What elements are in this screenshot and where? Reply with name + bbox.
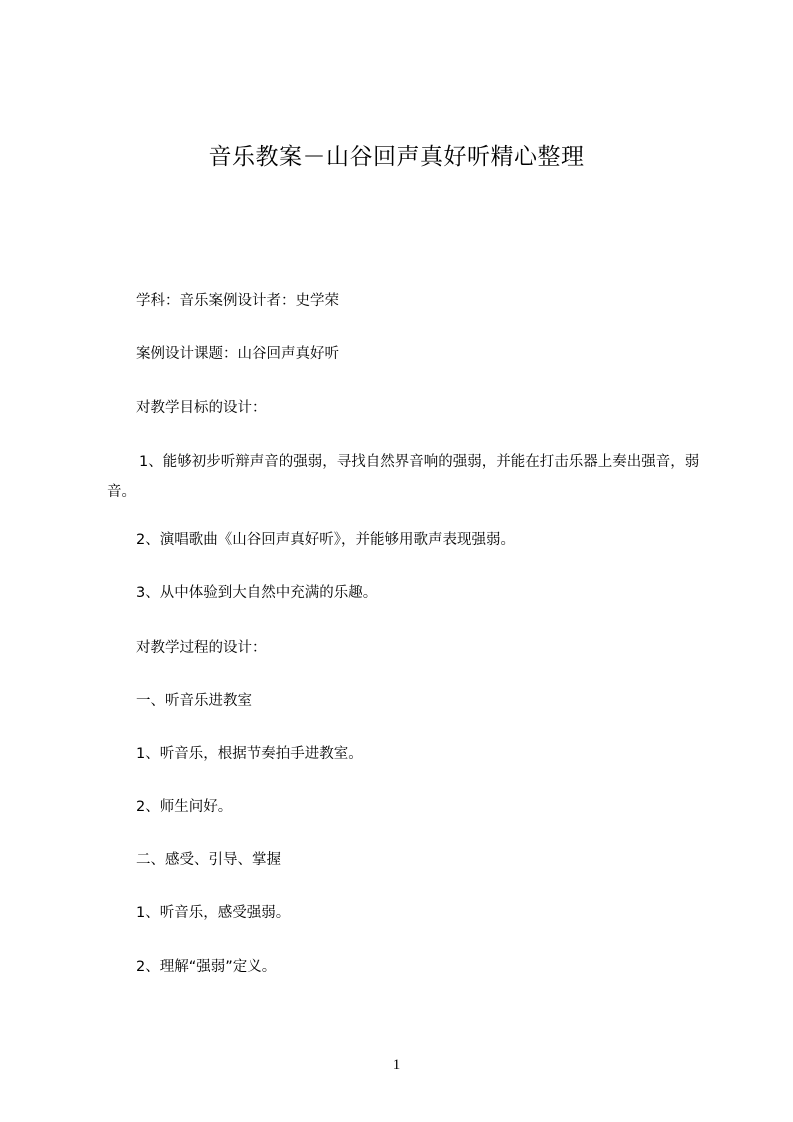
goal-item-2: 2、演唱歌曲《山谷回声真好听》，并能够用歌声表现强弱。 <box>136 532 515 548</box>
goals-heading: 对教学目标的设计： <box>136 400 267 416</box>
section-2-item-2: 2、理解“强弱”定义。 <box>136 959 277 975</box>
section-1-item-1: 1、听音乐，根据节奏拍手进教室。 <box>136 746 363 762</box>
process-heading: 对教学过程的设计： <box>136 640 267 656</box>
page-number: 1 <box>392 1057 401 1073</box>
section-2-item-1: 1、听音乐，感受强弱。 <box>136 905 291 921</box>
topic-line: 案例设计课题：山谷回声真好听 <box>136 346 339 362</box>
section-2-heading: 二、感受、引导、掌握 <box>136 852 281 868</box>
subject-line: 学科：音乐案例设计者：史学荣 <box>136 293 339 309</box>
section-1-heading: 一、听音乐进教室 <box>136 693 252 709</box>
document-title: 音乐教案－山谷回声真好听精心整理 <box>208 144 585 170</box>
section-1-item-2: 2、师生问好。 <box>136 799 233 815</box>
goal-item-1: 1、能够初步听辩声音的强弱，寻找自然界音响的强弱，并能在打击乐器上奏出强音，弱音。 <box>107 454 700 500</box>
goal-item-3: 3、从中体验到大自然中充满的乐趣。 <box>136 585 378 601</box>
